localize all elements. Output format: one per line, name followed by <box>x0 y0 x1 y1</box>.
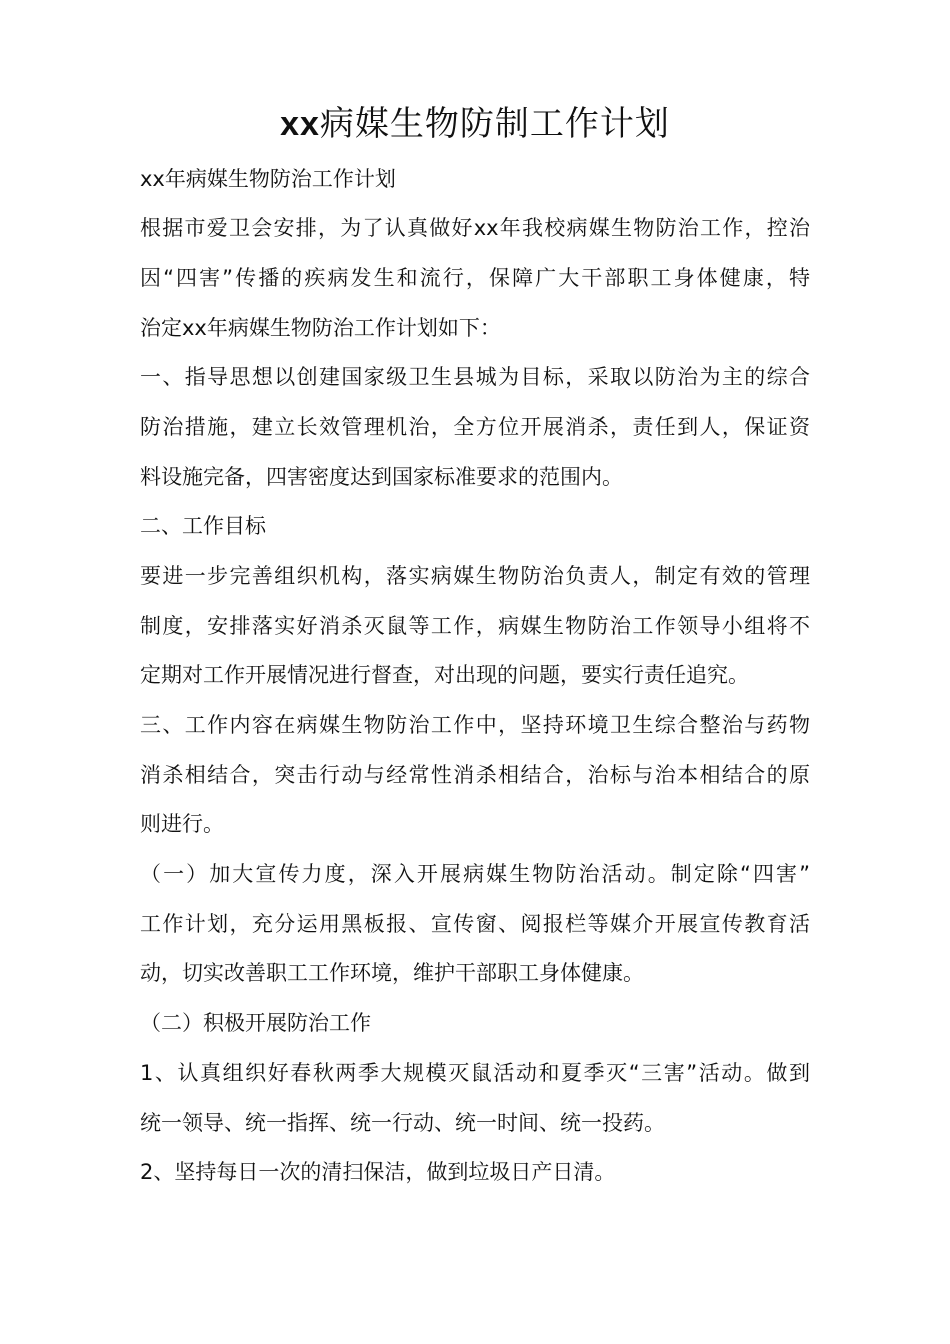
paragraph-line: 治定xx年病媒生物防治工作计划如下： <box>140 316 501 340</box>
paragraph-line: 消杀相结合，突击行动与经常性消杀相结合，治标与治本相结合的原 <box>140 763 810 787</box>
paragraph-line: 工作计划，充分运用黑板报、宣传窗、阅报栏等媒介开展宣传教育活 <box>140 912 810 936</box>
title-prefix: xx <box>280 105 320 143</box>
paragraph-line: 则进行。 <box>140 812 224 836</box>
section-heading: （二）积极开展防治工作 <box>140 1011 371 1035</box>
paragraph-line: 一、指导思想以创建国家级卫生县城为目标，采取以防治为主的综合 <box>140 365 810 389</box>
paragraph-line: 1、认真组织好春秋两季大规模灭鼠活动和夏季灭“三害”活动。做到 <box>140 1061 810 1085</box>
paragraph-line: 要进一步完善组织机构，落实病媒生物防治负责人，制定有效的管理 <box>140 564 810 588</box>
paragraph-line: 统一领导、统一指挥、统一行动、统一时间、统一投药。 <box>140 1111 665 1135</box>
paragraph-line: 2、坚持每日一次的清扫保洁，做到垃圾日产日清。 <box>140 1160 616 1184</box>
section-heading: 二、工作目标 <box>140 514 266 538</box>
paragraph-line: 料设施完备，四害密度达到国家标准要求的范围内。 <box>140 465 623 489</box>
paragraph-line: 因“四害”传播的疾病发生和流行，保障广大干部职工身体健康，特 <box>140 266 810 290</box>
paragraph-line: 制度，安排落实好消杀灭鼠等工作，病媒生物防治工作领导小组将不 <box>140 614 810 638</box>
paragraph-line: 三、工作内容在病媒生物防治工作中，坚持环境卫生综合整治与药物 <box>140 713 810 737</box>
paragraph-line: 动，切实改善职工工作环境，维护干部职工身体健康。 <box>140 961 644 985</box>
paragraph-line: 定期对工作开展情况进行督查，对出现的问题，要实行责任追究。 <box>140 663 749 687</box>
paragraph-line: 根据市爱卫会安排，为了认真做好xx年我校病媒生物防治工作，控治 <box>140 216 810 240</box>
paragraph-line: 防治措施，建立长效管理机治，全方位开展消杀，责任到人，保证资 <box>140 415 810 439</box>
title-main: 病媒生物防制工作计划 <box>319 104 670 144</box>
subtitle-line: xx年病媒生物防治工作计划 <box>140 167 396 191</box>
document-title <box>0 100 950 148</box>
paragraph-line: （一）加大宣传力度，深入开展病媒生物防治活动。制定除“四害” <box>140 862 810 886</box>
